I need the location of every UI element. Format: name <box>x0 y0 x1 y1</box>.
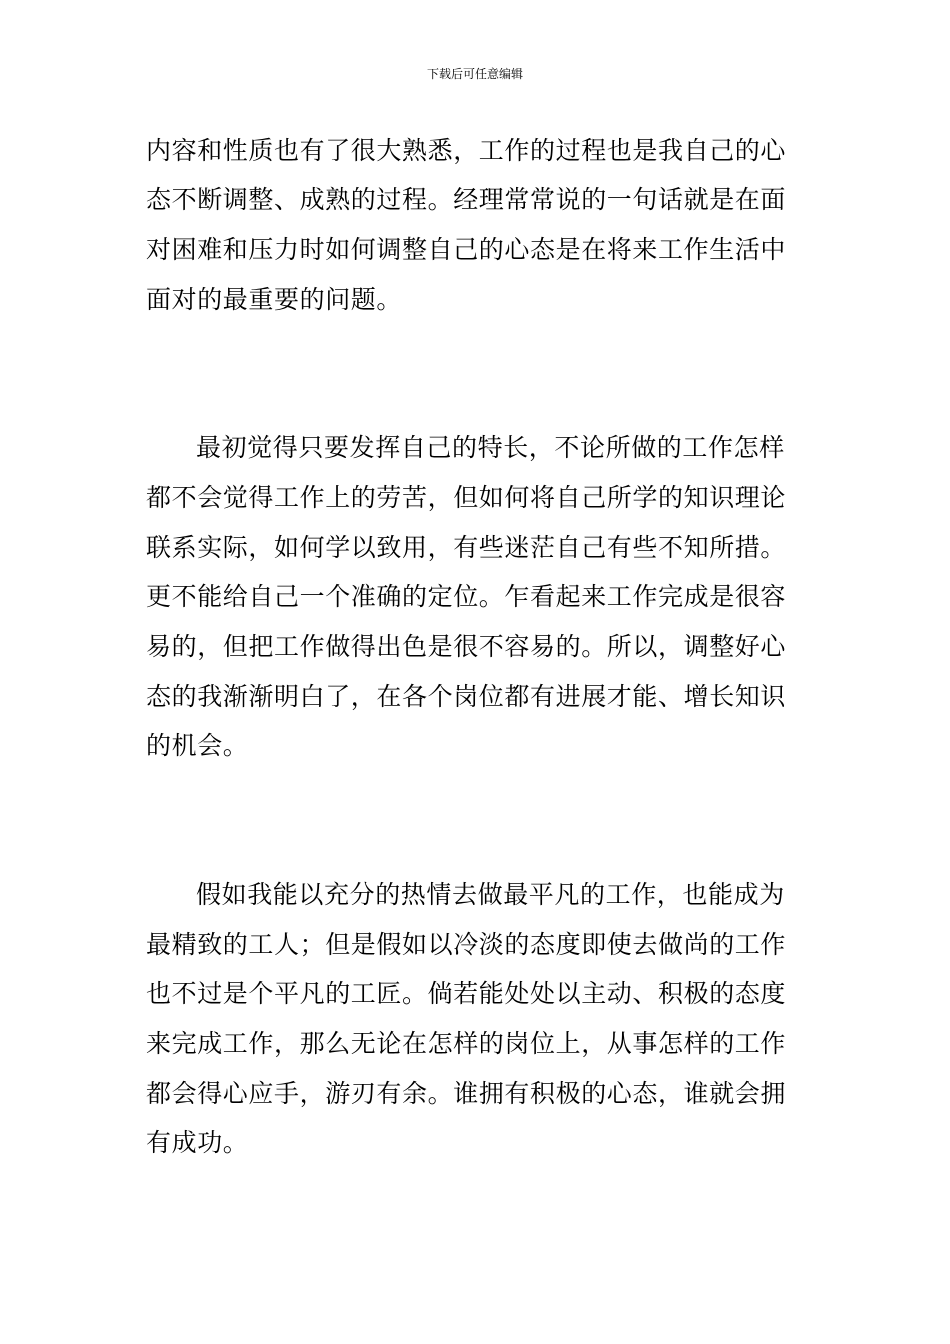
text-line: 都不会觉得工作上的劳苦，但如何将自己所学的知识理论 <box>146 483 787 512</box>
text-line: 对困难和压力时如何调整自己的心态是在将来工作生活中 <box>146 235 787 264</box>
text-line: 假如我能以充分的热情去做最平凡的工作，也能成为 <box>196 880 785 909</box>
text-line: 态不断调整、成熟的过程。经理常常说的一句话就是在面 <box>146 185 787 214</box>
text-line: 也不过是个平凡的工匠。倘若能处处以主动、积极的态度 <box>146 979 787 1008</box>
text-line: 最精致的工人；但是假如以冷淡的态度即使去做尚的工作 <box>146 930 787 959</box>
text-line: 面对的最重要的问题。 <box>146 285 403 314</box>
text-line: 更不能给自己一个准确的定位。乍看起来工作完成是很容 <box>146 582 787 611</box>
text-line: 联系实际，如何学以致用，有些迷茫自己有些不知所措。 <box>146 533 787 562</box>
text-line: 有成功。 <box>146 1128 249 1157</box>
text-line: 易的，但把工作做得出色是很不容易的。所以，调整好心 <box>146 632 787 661</box>
text-line: 来完成工作，那么无论在怎样的岗位上，从事怎样的工作 <box>146 1029 787 1058</box>
text-line: 内容和性质也有了很大熟悉，工作的过程也是我自己的心 <box>146 136 787 165</box>
page-header: 下载后可任意编辑 <box>426 67 523 81</box>
text-line: 的机会。 <box>146 731 249 760</box>
text-line: 最初觉得只要发挥自己的特长，不论所做的工作怎样 <box>196 433 785 462</box>
text-line: 态的我渐渐明白了，在各个岗位都有进展才能、增长知识 <box>146 682 787 711</box>
text-line: 都会得心应手，游刃有余。谁拥有积极的心态，谁就会拥 <box>146 1079 787 1108</box>
